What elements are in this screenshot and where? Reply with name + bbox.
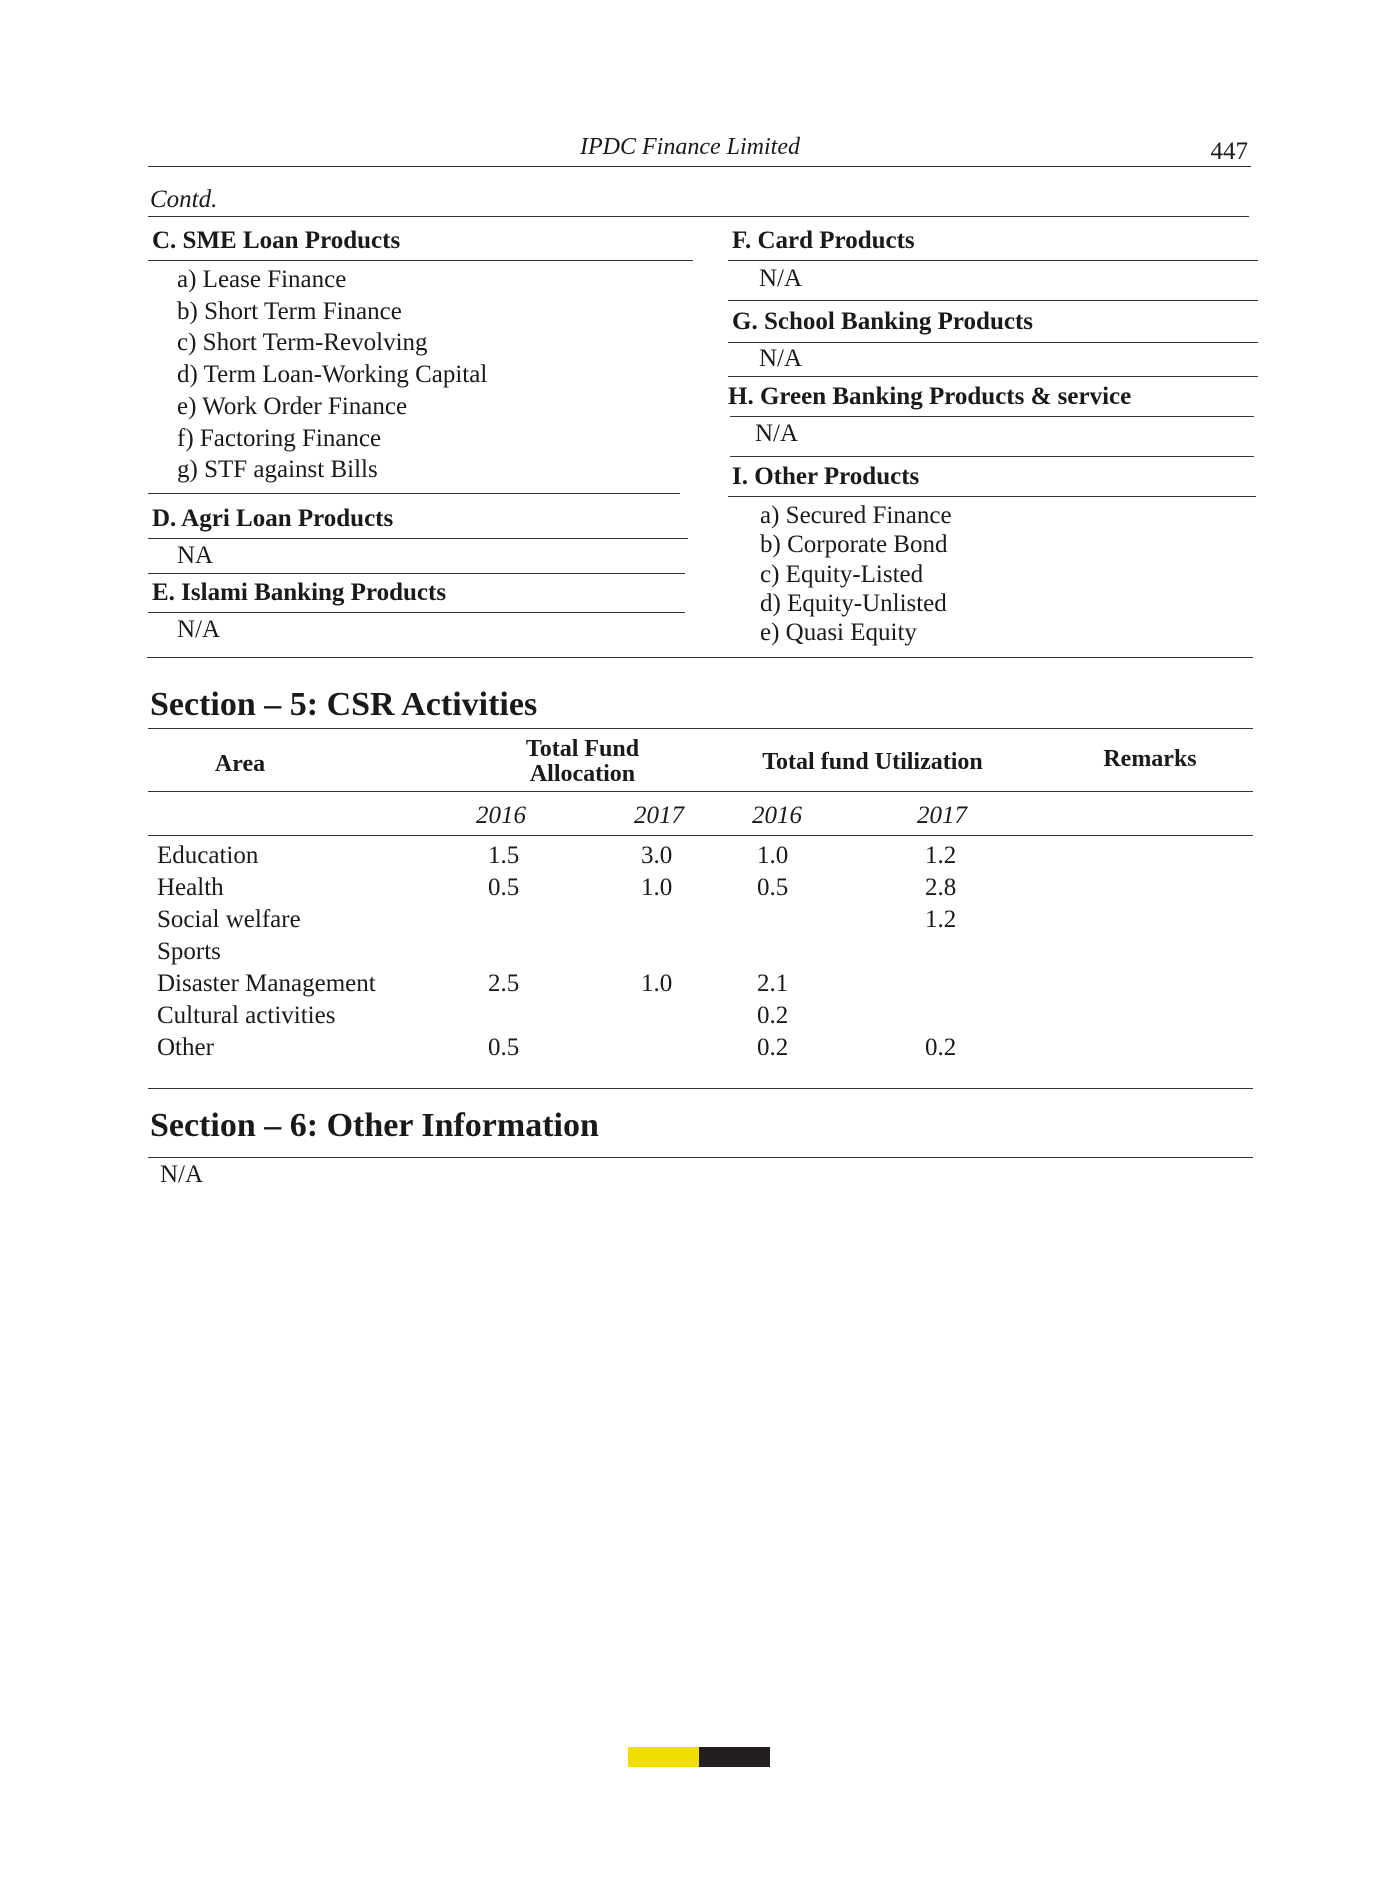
column-header-total-fund-utilization: Total fund Utilization <box>762 749 983 775</box>
row-area: Sports <box>157 938 221 965</box>
allocation-header-line2: Allocation <box>529 761 636 787</box>
table-row <box>0 970 1400 1002</box>
green-value-rule <box>730 456 1254 457</box>
csr-section-title: Section – 5: CSR Activities <box>150 686 538 723</box>
allocation-2016-cell: 1.5 <box>488 842 520 869</box>
school-value-rule <box>728 376 1258 377</box>
other-heading-rule <box>728 496 1256 497</box>
agri-loan-products-value: NA <box>177 542 214 569</box>
utilization-2016-cell: 0.2 <box>757 1002 789 1029</box>
utilization-2016-cell: 0.2 <box>757 1034 789 1061</box>
row-area: Social welfare <box>157 906 301 933</box>
year-header-allocation-2016: 2016 <box>476 802 526 829</box>
csr-title-rule <box>148 728 1253 729</box>
utilization-2017-cell: 0.2 <box>925 1034 957 1061</box>
contd-label: Contd. <box>150 186 218 213</box>
table-row <box>0 1002 1400 1034</box>
school-banking-products-heading: G. School Banking Products <box>732 308 1034 335</box>
islami-banking-products-value: N/A <box>177 616 221 643</box>
school-banking-products-value: N/A <box>759 345 803 372</box>
list-item: c) Equity-Listed <box>760 560 924 588</box>
green-heading-rule <box>730 416 1254 417</box>
agri-value-rule <box>148 573 685 574</box>
row-area: Cultural activities <box>157 1002 336 1029</box>
contd-rule <box>148 216 1249 217</box>
green-banking-products-heading: H. Green Banking Products & service <box>728 383 1132 410</box>
row-area: Disaster Management <box>157 970 376 997</box>
table-row <box>0 1034 1400 1066</box>
csr-header-rule <box>148 791 1253 792</box>
column-header-area: Area <box>214 751 266 777</box>
islami-banking-products-heading: E. Islami Banking Products <box>152 579 447 606</box>
table-row <box>0 938 1400 970</box>
sme-heading-rule <box>148 260 693 261</box>
list-item: c) Short Term-Revolving <box>177 329 428 357</box>
year-header-utilization-2017: 2017 <box>917 802 967 829</box>
column-header-remarks: Remarks <box>1103 746 1197 772</box>
list-item: b) Short Term Finance <box>177 297 402 325</box>
card-products-value: N/A <box>759 265 803 292</box>
page-number: 447 <box>1210 138 1248 165</box>
csr-year-rule <box>148 835 1253 836</box>
utilization-2017-cell: 1.2 <box>925 842 957 869</box>
list-item: d) Term Loan-Working Capital <box>177 361 488 389</box>
agri-heading-rule <box>148 538 688 539</box>
list-item: a) Lease Finance <box>177 266 347 293</box>
table-row <box>0 842 1400 874</box>
table-row <box>0 874 1400 906</box>
footer-accent-bar-dark <box>699 1747 770 1767</box>
agri-loan-products-heading: D. Agri Loan Products <box>152 505 394 532</box>
running-header-title: IPDC Finance Limited <box>580 134 800 160</box>
list-item: d) Equity-Unlisted <box>760 589 947 617</box>
footer-accent-bar-yellow <box>628 1747 699 1767</box>
utilization-2016-cell: 2.1 <box>757 970 789 997</box>
sme-loan-products-heading: C. SME Loan Products <box>152 227 401 254</box>
list-item: g) STF against Bills <box>177 456 378 484</box>
year-header-allocation-2017: 2017 <box>634 802 684 829</box>
column-header-total-fund-allocation <box>490 737 675 787</box>
list-item: e) Quasi Equity <box>760 619 917 647</box>
card-value-rule <box>728 300 1258 301</box>
year-header-utilization-2016: 2016 <box>752 802 802 829</box>
products-bottom-rule <box>147 657 1253 658</box>
utilization-2016-cell: 1.0 <box>757 842 789 869</box>
green-banking-products-value: N/A <box>755 420 799 447</box>
card-products-heading: F. Card Products <box>732 227 915 254</box>
row-area: Health <box>157 874 224 901</box>
header-rule <box>148 166 1251 167</box>
sme-list-rule <box>148 493 680 494</box>
other-information-section-title: Section – 6: Other Information <box>150 1107 599 1144</box>
utilization-2016-cell: 0.5 <box>757 874 789 901</box>
school-heading-rule <box>728 342 1258 343</box>
allocation-2016-cell: 0.5 <box>488 874 520 901</box>
list-item: e) Work Order Finance <box>177 392 408 420</box>
list-item: b) Corporate Bond <box>760 531 948 559</box>
allocation-2017-cell: 1.0 <box>641 970 673 997</box>
table-row <box>0 906 1400 938</box>
allocation-2017-cell: 3.0 <box>641 842 673 869</box>
row-area: Other <box>157 1034 214 1061</box>
allocation-header-line1: Total Fund <box>525 736 640 762</box>
list-item: f) Factoring Finance <box>177 424 382 452</box>
other-information-value: N/A <box>160 1161 204 1188</box>
csr-table-bottom-rule <box>148 1088 1253 1089</box>
allocation-2016-cell: 0.5 <box>488 1034 520 1061</box>
islami-heading-rule <box>148 612 685 613</box>
other-products-list <box>760 501 952 647</box>
utilization-2017-cell: 1.2 <box>925 906 957 933</box>
card-heading-rule <box>728 260 1258 261</box>
allocation-2016-cell: 2.5 <box>488 970 520 997</box>
row-area: Education <box>157 842 259 869</box>
sme-loan-products-list <box>177 264 487 486</box>
utilization-2017-cell: 2.8 <box>925 874 957 901</box>
other-information-title-rule <box>148 1157 1253 1158</box>
other-products-heading: I. Other Products <box>732 463 920 490</box>
allocation-2017-cell: 1.0 <box>641 874 673 901</box>
list-item: a) Secured Finance <box>760 502 952 529</box>
